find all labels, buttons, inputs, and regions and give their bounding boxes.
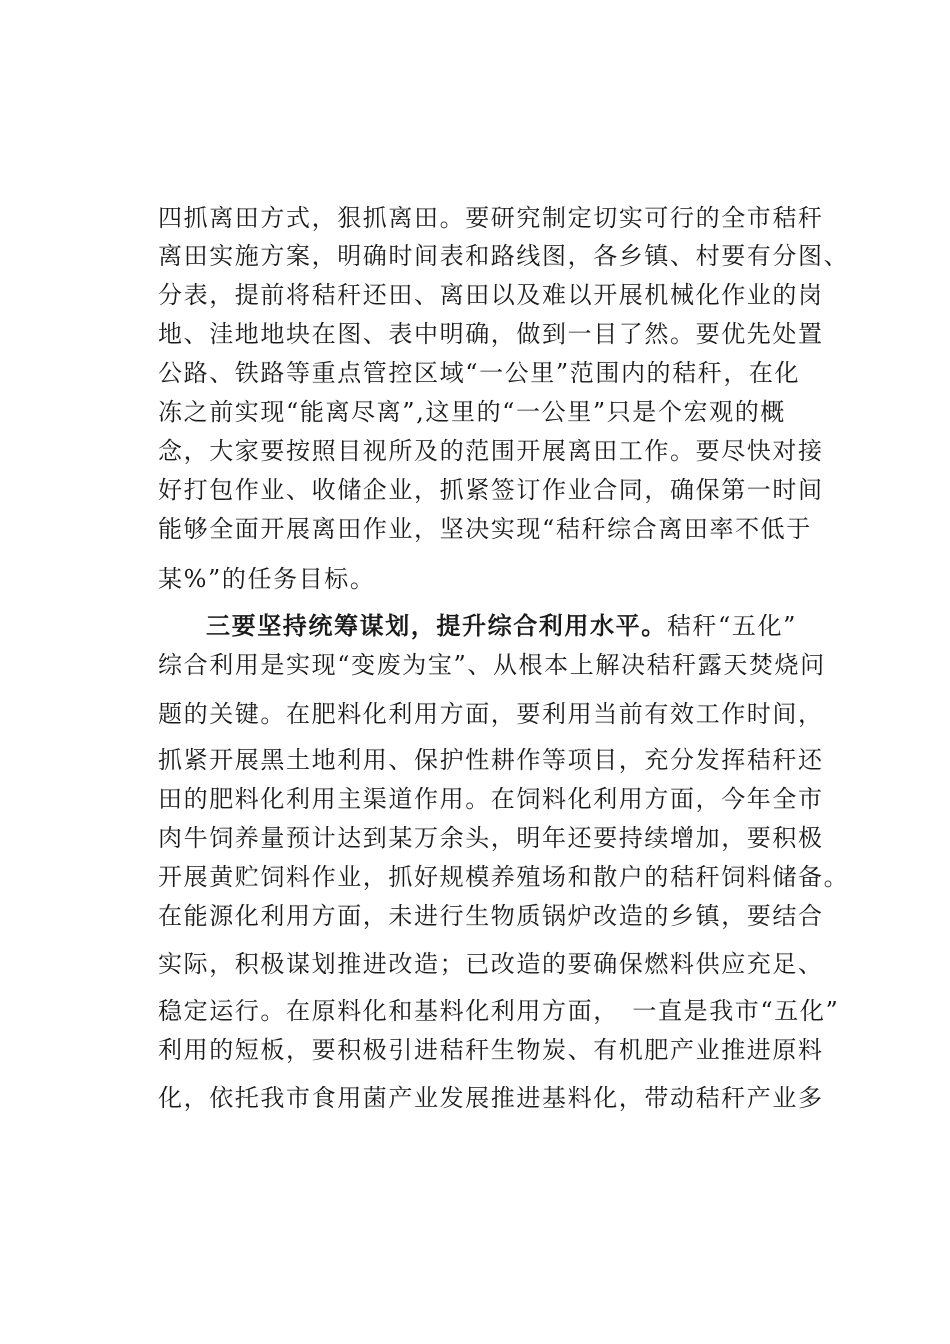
p2-line-9: 实际，积极谋划推进改造；已改造的要确保燃料供应充足、: [158, 950, 824, 978]
p1-line-4: 地、洼地地块在图、表中明确，做到一目了然。要优先处置: [158, 320, 824, 348]
p1-line-3: 分表，提前将秸秆还田、离田以及难以开展机械化作业的岗: [158, 281, 824, 309]
p1-line-6: 冻之前实现“能离尽离”,这里的“一公里”只是个宏观的概: [158, 398, 786, 426]
p2-line-6: 肉牛饲养量预计达到某万余头，明年还要持续增加，要积极: [158, 824, 824, 852]
p2-line-11: 利用的短板，要积极引进秸秆生物炭、有机肥产业推进原料: [158, 1036, 824, 1064]
p2-line-2: 综合利用是实现“变废为宝”、从根本上解决秸秆露天焚烧问: [158, 651, 826, 679]
p1-line-2: 离田实施方案，明确时间表和路线图，各乡镇、村要有分图、: [158, 242, 850, 270]
p2-line-5: 田的肥料化利用主渠道作用。在饲料化利用方面，今年全市: [158, 785, 824, 813]
p1-line-8: 好打包作业、收储企业，抓紧签订作业合同，确保第一时间: [158, 476, 824, 504]
section-heading: 三要坚持统筹谋划，提升综合利用水平。: [206, 611, 667, 640]
p1-line-10: 某%”的任务目标。: [158, 565, 376, 593]
p2-first-line: [206, 611, 858, 641]
p1-line-7: 念，大家要按照目视所及的范围开展离田工作。要尽快对接: [158, 437, 824, 465]
p1-line-5: 公路、铁路等重点管控区域“一公里”范围内的秸秆，在化: [158, 359, 801, 387]
p2-line-10: 稳定运行。在原料化和基料化利用方面， 一直是我市“五化”: [158, 997, 840, 1025]
p2-line-8: 在能源化利用方面，未进行生物质锅炉改造的乡镇，要结合: [158, 902, 824, 930]
p1-line-1: 四抓离田方式，狠抓离田。要研究制定切实可行的全市秸秆: [158, 204, 824, 232]
p2-line-7: 开展黄贮饲料作业，抓好规模养殖场和散户的秸秆饲料储备。: [158, 863, 850, 891]
p2-line-12: 化，依托我市食用菌产业发展推进基料化，带动秸秆产业多: [158, 1084, 824, 1112]
p1-line-9: 能够全面开展离田作业，坚决实现“秸秆综合离田率不低于: [158, 515, 812, 543]
p2-line-4: 抓紧开展黑土地利用、保护性耕作等项目，充分发挥秸秆还: [158, 746, 824, 774]
p2-first-line-rest: 秸秆“五化”: [666, 612, 797, 640]
p2-line-3: 题的关键。在肥料化利用方面，要利用当前有效工作时间，: [158, 700, 824, 728]
